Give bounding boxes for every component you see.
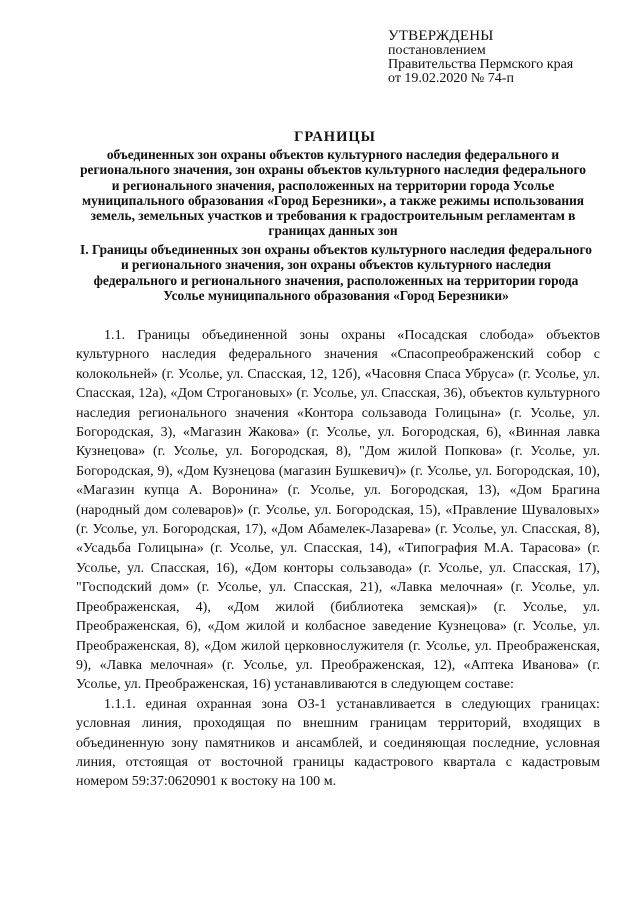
section-title: I. Границы объединенных зон охраны объектов культурного наследия федерального и регионального значения, зон охраны объектов культурного наследия федерального и регионального значения, расположенных на территории города Усолье муниципального образования «Город Березники» — [80, 242, 592, 303]
document-heading: ГРАНИЦЫ — [294, 129, 376, 145]
approval-line-3: от 19.02.2020 № 74-п — [388, 71, 514, 86]
approval-line-2: Правительства Пермского края — [388, 57, 574, 72]
paragraph-1-1-1: 1.1.1. единая охранная зона ОЗ-1 устанавливается в следующих границах: условная линия, проходящая по внешним границам территорий, входящих в объединенную зону памятников и ансамблей, и соединяющая последние, условная линия, отстоящая от восточной границы кадастрового квартала с кадастровым номером 59:37:0620901 к востоку на 100 м. — [76, 696, 600, 790]
approval-title: УТВЕРЖДЕНЫ — [388, 28, 494, 44]
paragraph-1-1: 1.1. Границы объединенной зоны охраны «Посадская слобода» объектов культурного наследия федерального значения «Спасопреображенский собор с колокольней» (г. Усолье, ул. Спасская, 12, 12б), «Часовня Спаса Убруса» (г. Усолье, ул. Спасская, 12а), «Дом Строгановых» (г. Усолье, ул. Спасская, 36), объектов культурного наследия регионального значения «Контора сользавода Голицына» (г. Усолье, ул. Богородская, 3), «Магазин Жакова» (г. Усолье, ул. Богородская, 6), «Винная лавка Кузнецова» (г. Усолье, ул. Богородская, 8), "Дом жилой Попкова» (г. Усолье, ул. Богородская, 9), «Дом Кузнецова (магазин Бушкевич)» (г. Усолье, ул. Богородская, 10), «Магазин купца А. Воронина» (г. Усолье, ул. Богородская, 13), «Дом Брагина (народный дом солеваров)» (г. Усолье, ул. Богородская, 15), «Правление Шуваловых» (г. Усолье, ул. Богородская, 17), «Дом Абамелек-Лазарева» (г. Усолье, ул. Спасская, 8), «Усадьба Голицына» (г. Усолье, ул. Спасская, 14), «Типография М.А. Тарасова» (г. Усолье, ул. Спасская, 16), «Дом конторы сользавода» (г. Усолье, ул. Спасская, 17), "Господский дом» (г. Усолье, ул. Спасская, 21), «Лавка мелочная» (г. Усолье, ул. Преображенская, 4), «Дом жилой (библиотека земская)» (г. Усолье, ул. Преображенская, 6), «Дом жилой и колбасное заведение Кузнецова» (г. Усолье, ул. Преображенская, 8), «Дом жилой церковнослужителя (г. Усолье, ул. Преображенская, 9), «Лавка мелочная» (г. Усолье, ул. Преображенская, 12), «Аптека Иванова» (г. Усолье, ул. Преображенская, 16) устанавливаются в следующем составе: — [76, 328, 600, 693]
approval-stamp — [388, 28, 573, 86]
document-body — [76, 326, 600, 792]
approval-line-1: постановлением — [388, 43, 486, 58]
document-subtitle: объединенных зон охраны объектов культурного наследия федерального и регионального значения, зон охраны объектов культурного наследия федерального и регионального значения, расположенных на территории города Усолье муниципального образования «Город Березники», а также режимы использования земель, земельных участков и требования к градостроительным регламентам в границах данных зон — [80, 147, 586, 239]
